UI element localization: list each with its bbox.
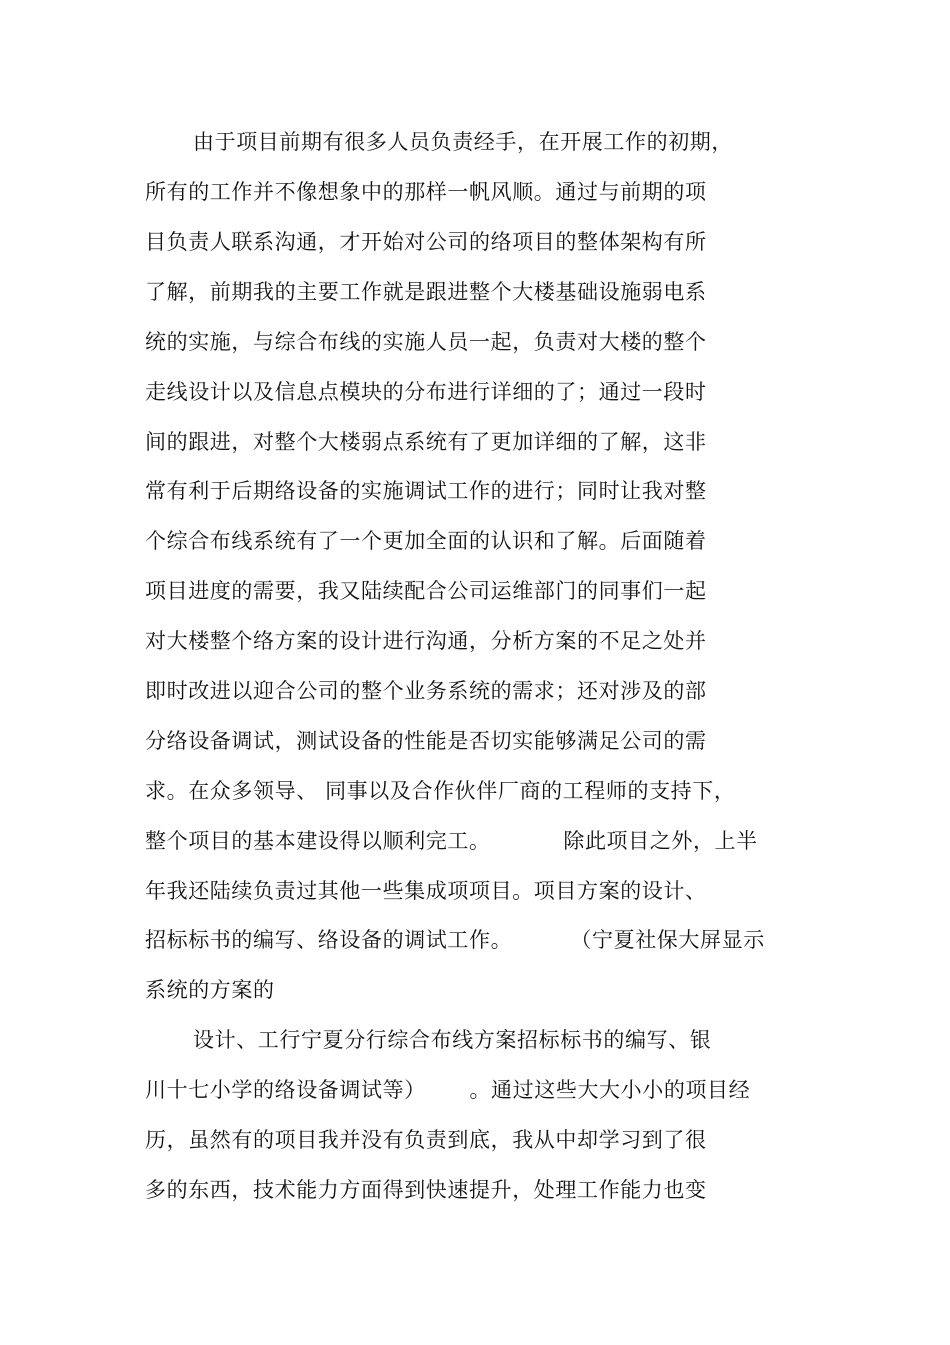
text-line: 分络设备调试，测试设备的性能是否切实能够满足公司的需 [145,729,707,753]
text-line: 由于项目前期有很多人员负责经手，在开展工作的初期， [193,130,733,154]
text-line: 求。在众多领导、 同事以及合作伙伴厂商的工程师的支持下， [145,779,736,803]
text-line: 招标标书的编写、络设备的调试工作。 （宁夏社保大屏显示 [145,928,765,952]
text-line: 对大楼整个络方案的设计进行沟通，分析方案的不足之处并 [145,629,707,653]
text-line: 川十七小学的络设备调试等） 。通过这些大大小小的项目经 [145,1078,751,1102]
text-line: 项目进度的需要，我又陆续配合公司运维部门的同事们一起 [145,579,707,603]
text-line: 常有利于后期络设备的实施调试工作的进行；同时让我对整 [145,479,707,503]
text-line: 个综合布线系统有了一个更加全面的认识和了解。后面随着 [145,529,707,553]
text-line: 统的实施，与综合布线的实施人员一起，负责对大楼的整个 [145,330,707,354]
text-line: 即时改进以迎合公司的整个业务系统的需求；还对涉及的部 [145,679,707,703]
text-line: 整个项目的基本建设得以顺利完工。 除此项目之外，上半 [145,829,758,853]
text-line: 目负责人联系沟通，才开始对公司的络项目的整体架构有所 [145,230,707,254]
text-line: 年我还陆续负责过其他一些集成项项目。项目方案的设计、 [145,879,707,903]
text-line: 了解，前期我的主要工作就是跟进整个大楼基础设施弱电系 [145,280,707,304]
text-line: 走线设计以及信息点模块的分布进行详细的了；通过一段时 [145,380,707,404]
text-line: 所有的工作并不像想象中的那样一帆风顺。通过与前期的项 [145,180,707,204]
text-line: 系统的方案的 [145,978,275,1002]
text-line: 历，虽然有的项目我并没有负责到底，我从中却学习到了很 [145,1128,707,1152]
text-line: 间的跟进，对整个大楼弱点系统有了更加详细的了解，这非 [145,430,707,454]
text-line: 多的东西，技术能力方面得到快速提升，处理工作能力也变 [145,1178,707,1202]
text-line: 设计、工行宁夏分行综合布线方案招标标书的编写、银 [193,1028,712,1052]
